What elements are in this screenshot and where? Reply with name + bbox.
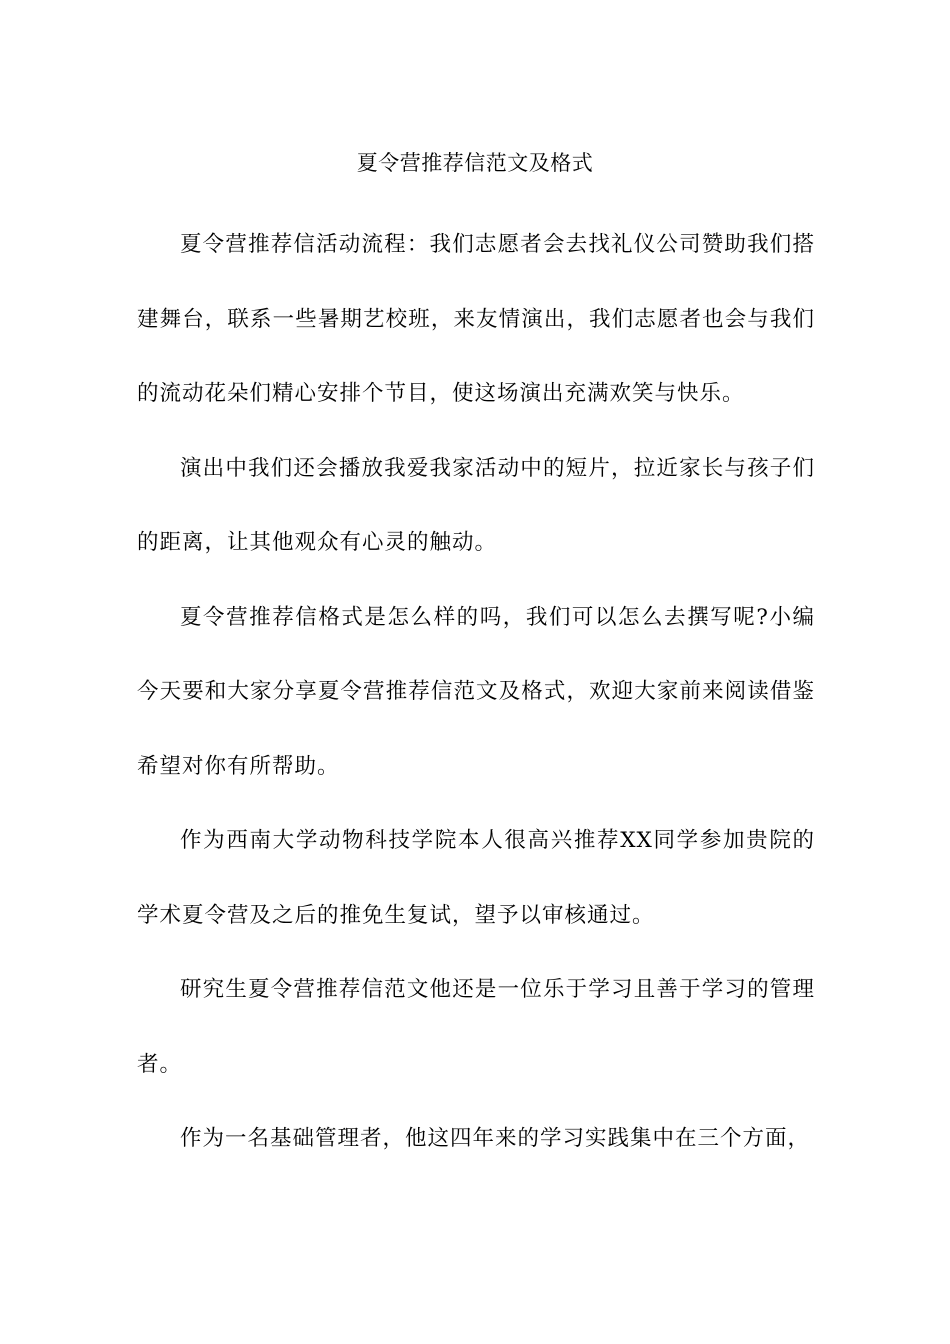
document-body: [137, 208, 815, 1177]
paragraph: 作为一名基础管理者，他这四年来的学习实践集中在三个方面，: [180, 1126, 811, 1151]
paragraph: 夏令营推荐信活动流程：我们志愿者会去找礼仪公司赞助我们搭建舞台，联系一些暑期艺校班，来友情演出，我们志愿者也会与我们的流动花朵们精心安排个节目，使这场演出充满欢笑与快乐。: [137, 232, 815, 406]
paragraph: 夏令营推荐信格式是怎么样的吗，我们可以怎么去撰写呢?小编今天要和大家分享夏令营推荐信范文及格式，欢迎大家前来阅读借鉴希望对你有所帮助。: [137, 604, 815, 779]
document-title: 夏令营推荐信范文及格式: [356, 151, 594, 175]
paragraph: 研究生夏令营推荐信范文他还是一位乐于学习且善于学习的管理者。: [137, 977, 815, 1077]
paragraph: 演出中我们还会播放我爱我家活动中的短片，拉近家长与孩子们的距离，让其他观众有心灵的触动。: [137, 455, 815, 555]
paragraph: 作为西南大学动物科技学院本人很高兴推荐XX同学参加贵院的学术夏令营及之后的推免生复试，望予以审核通过。: [137, 828, 815, 928]
